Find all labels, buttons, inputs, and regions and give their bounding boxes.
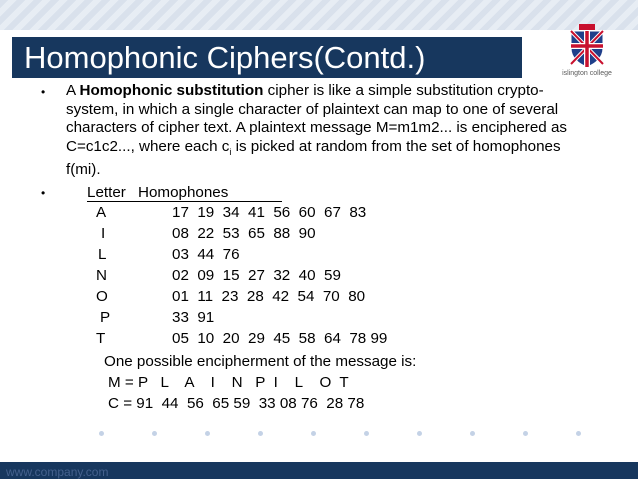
definition-paragraph	[66, 82, 586, 180]
decor-dot	[152, 431, 157, 436]
row-homophones: 05 10 20 29 45 58 64 78 99	[172, 330, 388, 347]
row-homophones: 03 44 76	[172, 246, 240, 263]
decor-dot	[470, 431, 475, 436]
bullet-marker: •	[41, 85, 46, 99]
row-letter: O	[96, 288, 108, 305]
decorative-dots	[0, 431, 638, 437]
row-letter: T	[96, 330, 106, 347]
header-letter: Letter	[87, 184, 126, 201]
decor-dot	[576, 431, 581, 436]
para-bold-term: Homophonic substitution	[79, 82, 264, 99]
para-rest: cipher is like a simple substitution crypto-system, in which a single character of plaintext can map to one of several characters of cipher text. A plaintext message M=m1m2... is enciphered as C=c1c2..., where each c	[66, 82, 568, 155]
encipherment-label: One possible encipherment of the message is:	[104, 353, 417, 370]
row-homophones: 01 11 23 28 42 54 70 80	[172, 288, 366, 305]
row-letter: P	[100, 309, 111, 326]
row-letter: N	[96, 267, 107, 284]
decor-dot	[258, 431, 263, 436]
para-subscript: i	[229, 146, 232, 157]
decor-dot	[523, 431, 528, 436]
row-letter: A	[96, 204, 107, 221]
header-underline	[87, 201, 141, 202]
para-prefix: A	[66, 82, 80, 99]
decor-dot	[99, 431, 104, 436]
footer-bar	[0, 462, 638, 479]
slide-title: Homophonic Ciphers(Contd.)	[24, 40, 426, 75]
row-homophones: 33 91	[172, 309, 215, 326]
row-homophones: 17 19 34 41 56 60 67 83	[172, 204, 367, 221]
decor-dot	[205, 431, 210, 436]
logo-text: islington college	[562, 70, 612, 77]
row-homophones: 08 22 53 65 88 90	[172, 225, 316, 242]
row-letter: L	[98, 246, 107, 263]
para-end: is picked at random from the set of homophones f(mi).	[66, 137, 561, 179]
row-letter: I	[101, 225, 106, 242]
footer-url: www.company.com	[6, 465, 109, 479]
row-homophones: 02 09 15 27 32 40 59	[172, 267, 341, 284]
decor-dot	[364, 431, 369, 436]
header-homophones: Homophones	[138, 184, 229, 201]
decor-dot	[311, 431, 316, 436]
decor-dot	[417, 431, 422, 436]
message-line: M = P L A I N P I L O T	[108, 374, 349, 391]
ciphertext-line: C = 91 44 56 65 59 33 08 76 28 78	[108, 395, 365, 412]
header-underline	[138, 201, 282, 202]
bullet-marker: •	[41, 186, 46, 200]
